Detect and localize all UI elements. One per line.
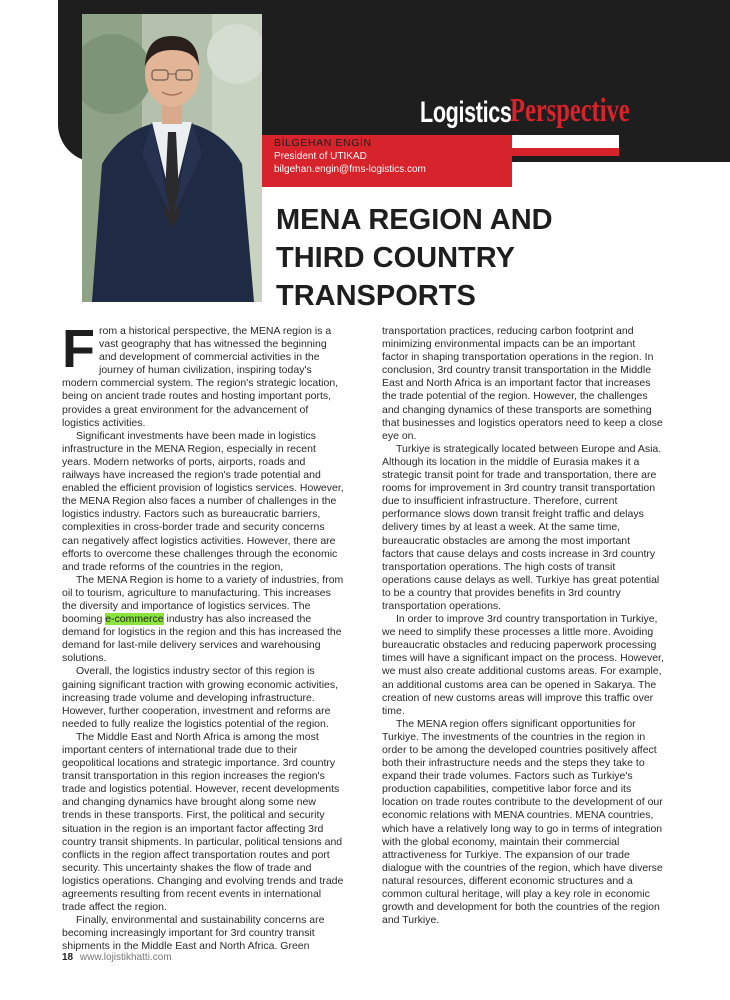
paragraph-4: Overall, the logistics industry sector of this region is gaining significant traction with growing economic activities, increasing trade volume and developing infrastructure. However, further cooperation, investment and reforms are needed to fully realize the logistics potential of the region. [62,665,339,730]
magazine-logo [420,92,630,142]
logo-word-logistics: Logistics [420,96,512,129]
author-name: BİLGEHAN ENGİN [274,137,372,149]
drop-cap: F [62,319,95,379]
logo-word-perspective: Perspective [510,92,630,129]
logo-red-strip [512,148,619,156]
footer-website[interactable]: www.lojistikhatti.com [79,952,172,963]
page-footer [62,952,172,963]
page-number: 18 [62,952,74,963]
paragraph-5: The Middle East and North Africa is among the most important centers of international trade due to their geopolitical locations and strategic importance. 3rd country transit transportation in this region increases the region's trade and logistics potential. However, recent developments and changing dynamics have brought along some new trends in these transports. First, the political and security situation in the region is an important factor affecting 3rd country transit shipments. In particular, political tensions and conflicts in the region affect transportation routes and port security. This uncertainty shakes the flow of trade and logistics operations. Changing and evolving trends and trade agreements resulting from recent events in international trade affect the region. [62,730,344,914]
author-role: President of UTIKAD [274,151,367,162]
paragraph-3: The MENA Region is home to a variety of industries, from oil to tourism, agriculture to manufacturing. This increases the diversity and importance of logistics services. The booming e-commerce industry has also increased the demand for logistics in the region and this has increased the demand for last-mile delivery services and warehousing solutions. [62,573,344,665]
paragraph-7: transportation practices, reducing carbon footprint and minimizing environmental impacts can be an important factor in shaping transportation operations in the region. In conclusion, 3rd country transit transportation in the Middle East and North Africa is an important factor that increases the trade potential of the region. However, the challenges and changing dynamics of these transports are something that businesses and logistics operators need to keep a close eye on. [382,325,663,442]
paragraph-1: From a historical perspective, the MENA region is a vast geography that has witnessed the beginning and development of commercial activities in the journey of human civilization, inspiring today's modern commercial system. The region's strategic location, being on ancient trade routes and hosting important ports, provides a great environment for the advancement of logistics activities. [62,319,339,429]
paragraph-6: Finally, environmental and sustainability concerns are becoming increasingly important for 3rd country transit shipments in the Middle East and North Africa. Green [62,914,325,953]
article-column-right [382,325,664,927]
article-column-left [62,319,344,954]
article-title: MENA REGION AND THIRD COUNTRY TRANSPORTS [276,204,553,312]
paragraph-9: In order to improve 3rd country transportation in Turkiye, we need to simplify these processes a little more. Avoiding bureaucratic obstacles and reducing paperwork processing times will have a significant impact on the process. However, we must also create additional customs areas. For example, an additional customs area can be opened in Sakarya. The creation of new customs areas will improve this traffic over time. [382,613,664,717]
paragraph-10: The MENA region offers significant opportunities for Turkiye. The investments of the countries in the region in order to be among the developed countries positively affect both their infrastructure needs and the steps they take to expand their trade volumes. Factors such as Turkiye's production capabilities, competitive labor force and its location on trade routes contribute to the development of our economic relations with MENA countries. MENA countries, which have a relatively long way to go in terms of integration with the global economy, maintain their commercial attractiveness for Turkiye. The expansion of our trade dialogue with the countries of the region, which have diverse natural resources, different economic structures and a common cultural heritage, will play a key role in economic growth and development for both the countries of the region and Turkiye. [382,717,663,927]
paragraph-8: Turkiye is strategically located between Europe and Asia. Although its location in the middle of Eurasia makes it a strategic transit point for trade and transportation, there are rooms for improvement in 3rd country transit transportation due to insufficient infrastructure. Therefore, current performance slows down transit freight traffic and delays delivery times by at least a week. At the same time, bureaucratic obstacles are among the most important factors that cause delays and costs increase in 3rd country transportation operations. The high costs of transit operations cause delays as well. Turkiye has great potential to be a country that provides benefits in 3rd country transportation operations. [382,442,662,612]
author-email[interactable]: bilgehan.engin@fms-logistics.com [274,164,426,175]
author-photo [82,14,262,302]
paragraph-2: Significant investments have been made in logistics infrastructure in the MENA Region, especially in recent years. Modern networks of ports, airports, roads and railways have increased the region's trade potential and enabled the efficient provision of logistics services. However, the MENA Region also faces a number of challenges in the logistics industry. Factors such as bureaucratic barriers, complexities in cross-border trade and security concerns can negatively affect logistics activities. However, there are efforts to overcome these challenges through the economic and trade reforms of the countries in the region, [62,429,344,573]
ecommerce-link[interactable]: e-commerce [105,613,164,626]
